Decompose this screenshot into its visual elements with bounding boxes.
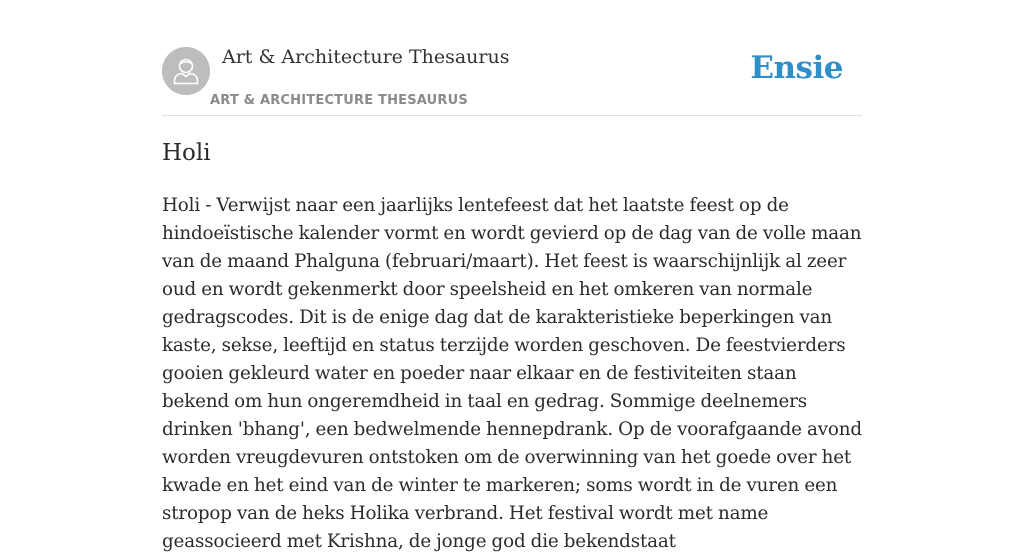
entry-header (162, 0, 862, 116)
entry-body: Holi - Verwijst naar een jaarlijks lentefeest dat het laatste feest op de hindoeïstische kalender vormt en wordt gevierd op de dag van de volle maan van de maand Phalguna (februari/maart). Het feest is waarschijnlijk al zeer oud en wordt gekenmerkt door speelsheid en het omkeren van normale gedragscodes. Dit is de enige dag dat de karakteristieke beperkingen van kaste, sekse, leeftijd en status terzijde worden geschoven. De feestvierders gooien gekleurd water en poeder naar elkaar en de festiviteiten staan bekend om hun ongeremdheid in taal en gedrag. Sommige deelnemers drinken 'bhang', een bedwelmende hennepdrank. Op de voorafgaande avond worden vreugdevuren ontstoken om de overwinning van het goede over het kwade en het eind van de winter te markeren; soms wordt in de vuren een stropop van de heks Holika verbrand. Het festival wordt met name geassocieerd met Krishna, de jonge god die bekendstaat (162, 195, 862, 552)
user-silhouette-icon[interactable] (162, 47, 210, 95)
entry-title: Holi (162, 140, 211, 166)
page (162, 0, 862, 552)
ensie-logo-link[interactable]: Ensie (750, 50, 843, 86)
source-title-link[interactable]: Art & Architecture Thesaurus (222, 46, 510, 68)
source-subtitle: ART & ARCHITECTURE THESAURUS (210, 93, 468, 108)
